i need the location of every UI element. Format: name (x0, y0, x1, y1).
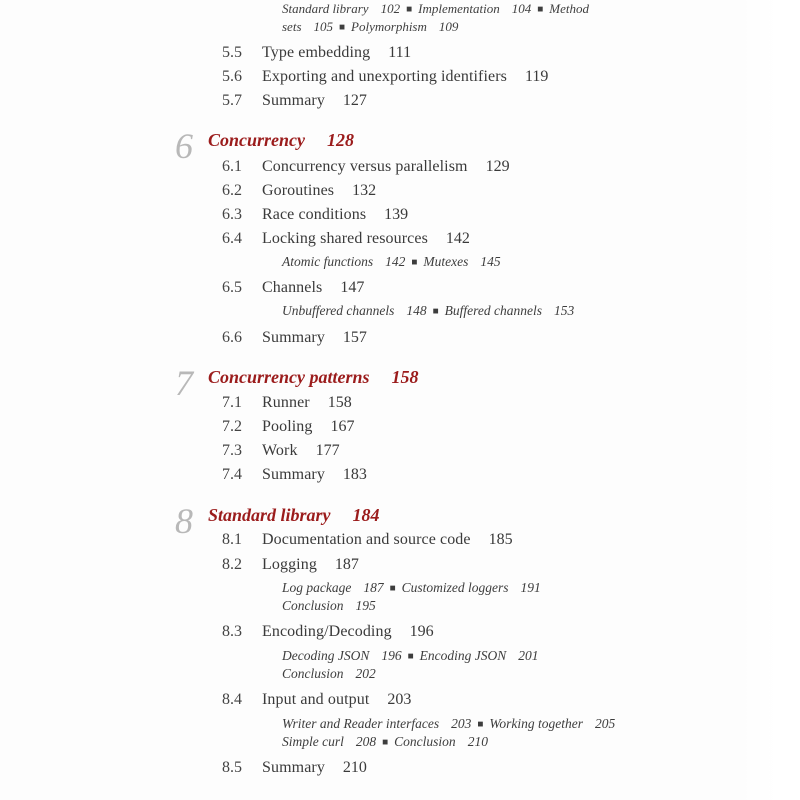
chapter-number-7: 7 (175, 363, 193, 403)
section-number: 6.6 (222, 329, 242, 346)
section-title: Work (262, 442, 298, 459)
subsection-label: Simple curl (282, 734, 344, 749)
bullet-separator: ■ (389, 583, 396, 594)
subsection-page: 191 (520, 580, 541, 595)
toc-section-5-5[interactable] (222, 44, 411, 62)
bullet-separator: ■ (477, 719, 484, 730)
chapter-page: 158 (391, 367, 419, 387)
toc-section-6-4[interactable] (222, 230, 470, 248)
subsection-label: Customized loggers (401, 580, 509, 595)
chapter-number-8: 8 (175, 501, 193, 541)
toc-section-7-2[interactable] (222, 418, 355, 436)
toc-chapter-6[interactable] (208, 130, 354, 151)
subsection-label: Mutexes (423, 254, 469, 269)
subsection-label: Method (549, 1, 589, 16)
chapter-page: 184 (352, 505, 380, 525)
bullet-separator: ■ (411, 257, 418, 268)
section-number: 6.1 (222, 158, 242, 175)
section-number: 6.2 (222, 182, 242, 199)
subsection-label: sets (282, 19, 302, 34)
section-title: Summary (262, 329, 325, 346)
bullet-separator: ■ (537, 4, 544, 15)
section-number: 6.4 (222, 230, 242, 247)
toc-section-8-3[interactable] (222, 623, 434, 641)
toc-chapter-7[interactable] (208, 367, 419, 388)
section-page: 142 (445, 230, 470, 247)
section-page: 158 (327, 394, 352, 411)
section-title: Documentation and source code (262, 531, 471, 548)
subsection-label: Atomic functions (282, 254, 374, 269)
toc-section-8-2[interactable] (222, 556, 359, 574)
subsection-line (282, 302, 574, 321)
toc-section-6-1[interactable] (222, 158, 510, 176)
subsection-label: Conclusion (282, 598, 344, 613)
subsection-page: 208 (355, 734, 377, 749)
subsection-line (282, 733, 488, 752)
subsection-page: 201 (518, 648, 539, 663)
subsection-label: Encoding JSON (419, 648, 507, 663)
section-number: 7.1 (222, 394, 242, 411)
toc-section-7-3[interactable] (222, 442, 340, 460)
section-title: Input and output (262, 691, 370, 708)
subsection-page: 102 (380, 1, 401, 16)
bullet-separator: ■ (432, 306, 439, 317)
section-title: Goroutines (262, 182, 335, 199)
subsection-page: 187 (363, 580, 384, 595)
bullet-separator: ■ (339, 22, 346, 33)
toc-section-8-4[interactable] (222, 691, 411, 709)
subsection-line (282, 253, 501, 272)
subsection-label: Implementation (418, 1, 500, 16)
section-number: 8.4 (222, 691, 242, 708)
chapter-title: Concurrency (208, 130, 306, 150)
section-page: 147 (340, 279, 365, 296)
subsection-page: 104 (511, 1, 532, 16)
section-page: 177 (315, 442, 340, 459)
subsection-label: Standard library (282, 1, 369, 16)
section-number: 6.5 (222, 279, 242, 296)
section-title: Encoding/Decoding (262, 623, 392, 640)
subsection-page: 109 (438, 19, 459, 34)
chapter-page: 128 (327, 130, 355, 150)
chapter-number-6: 6 (175, 126, 193, 166)
subsection-line (282, 597, 376, 615)
section-page: 139 (384, 206, 409, 223)
section-page: 132 (352, 182, 377, 199)
subsection-page: 196 (381, 648, 402, 663)
toc-section-6-2[interactable] (222, 182, 376, 200)
subsection-page: 205 (595, 716, 616, 731)
subsection-page: 145 (480, 254, 501, 269)
subsection-label: Writer and Reader interfaces (282, 716, 440, 731)
subsection-page: 105 (313, 19, 333, 34)
section-page: 119 (524, 68, 549, 85)
section-title: Type embedding (262, 44, 371, 61)
section-title: Runner (262, 394, 310, 411)
subsection-line (282, 715, 615, 734)
section-title: Summary (262, 466, 325, 483)
subsection-label: Working together (489, 716, 584, 731)
toc-section-6-3[interactable] (222, 206, 408, 224)
section-number: 8.1 (222, 531, 242, 548)
section-number: 8.5 (222, 759, 242, 776)
section-page: 183 (342, 466, 367, 483)
toc-section-7-1[interactable] (222, 394, 352, 412)
chapter-title: Concurrency patterns (208, 367, 370, 387)
section-page: 187 (334, 556, 359, 573)
subsection-page: 142 (385, 254, 406, 269)
bullet-separator: ■ (407, 651, 414, 662)
subsection-page: 148 (406, 303, 427, 318)
toc-chapter-8[interactable] (208, 505, 380, 526)
section-number: 5.5 (222, 44, 242, 61)
subsection-label: Buffered channels (444, 303, 543, 318)
subsection-line (282, 18, 458, 37)
subsection-label: Polymorphism (351, 19, 427, 34)
bullet-separator: ■ (406, 4, 413, 15)
section-title: Locking shared resources (262, 230, 428, 247)
subsection-label: Log package (282, 580, 352, 595)
section-number: 8.3 (222, 623, 242, 640)
toc-section-8-5[interactable] (222, 759, 367, 777)
subsection-label: Decoding JSON (282, 648, 370, 663)
subsection-line (282, 0, 589, 19)
section-page: 157 (342, 329, 367, 346)
section-page: 210 (342, 759, 367, 776)
toc-section-8-1[interactable] (222, 531, 513, 549)
section-number: 7.3 (222, 442, 242, 459)
section-number: 5.7 (222, 92, 242, 109)
section-title: Channels (262, 279, 323, 296)
section-title: Race conditions (262, 206, 367, 223)
chapter-title: Standard library (208, 505, 331, 525)
toc-section-7-4[interactable] (222, 466, 367, 484)
section-title: Pooling (262, 418, 313, 435)
section-page: 129 (485, 158, 510, 175)
subsection-page: 153 (554, 303, 575, 318)
subsection-label: Unbuffered channels (282, 303, 395, 318)
section-page: 127 (342, 92, 367, 109)
toc-section-5-6[interactable] (222, 68, 548, 86)
subsection-line (282, 579, 541, 598)
toc-section-6-5[interactable] (222, 279, 364, 297)
section-number: 8.2 (222, 556, 242, 573)
toc-section-6-6[interactable] (222, 329, 367, 347)
section-title: Logging (262, 556, 317, 573)
section-page: 167 (330, 418, 355, 435)
subsection-line (282, 647, 539, 666)
subsection-line (282, 665, 376, 683)
section-page: 203 (387, 691, 412, 708)
section-page: 196 (409, 623, 434, 640)
section-title: Concurrency versus parallelism (262, 158, 468, 175)
section-page: 111 (388, 44, 412, 61)
section-title: Summary (262, 759, 325, 776)
section-page: 185 (488, 531, 513, 548)
subsection-page: 202 (355, 666, 376, 681)
section-title: Exporting and unexporting identifiers (262, 68, 507, 85)
subsection-page: 210 (467, 734, 488, 749)
subsection-page: 203 (451, 716, 472, 731)
section-title: Summary (262, 92, 325, 109)
section-number: 6.3 (222, 206, 242, 223)
page-edge-shade (735, 0, 800, 800)
bullet-separator: ■ (382, 737, 389, 748)
toc-section-5-7[interactable] (222, 92, 367, 110)
subsection-label: Conclusion (394, 734, 456, 749)
section-number: 7.2 (222, 418, 242, 435)
section-number: 7.4 (222, 466, 242, 483)
subsection-page: 195 (355, 598, 376, 613)
section-number: 5.6 (222, 68, 242, 85)
subsection-label: Conclusion (282, 666, 344, 681)
